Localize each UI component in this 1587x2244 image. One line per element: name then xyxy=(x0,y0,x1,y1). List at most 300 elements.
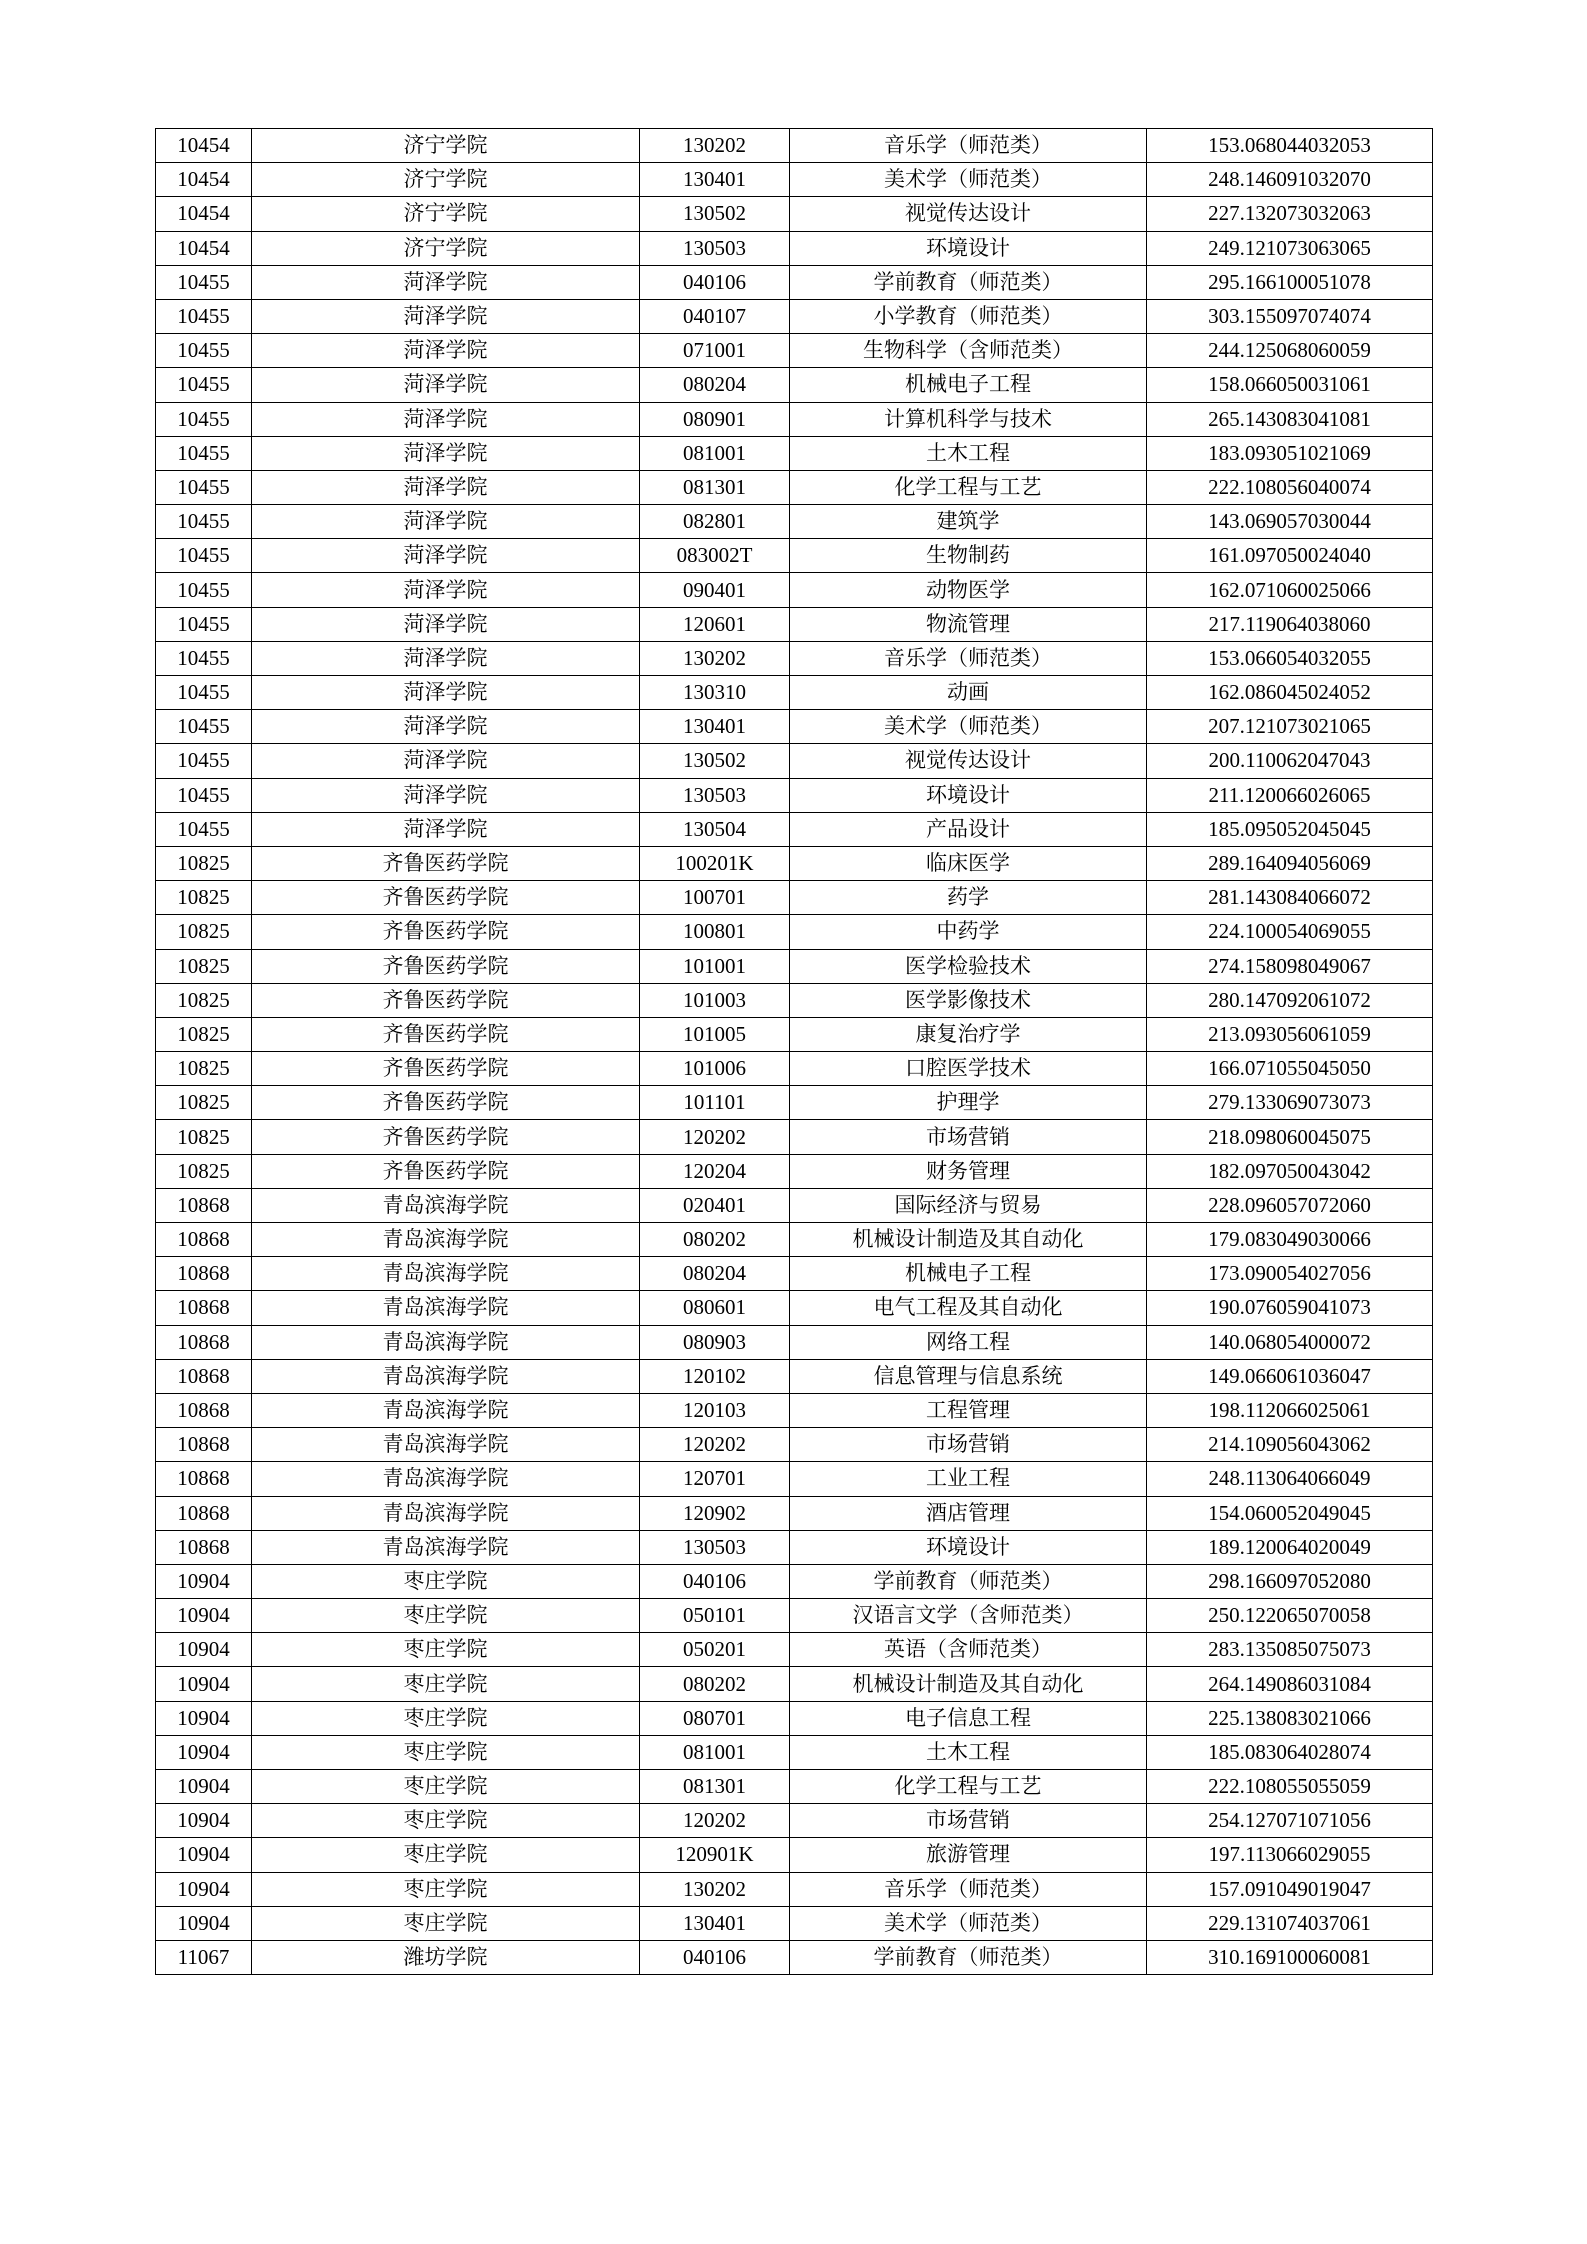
major-code: 071001 xyxy=(640,334,790,368)
major-code: 081001 xyxy=(640,1735,790,1769)
school-code: 10904 xyxy=(156,1838,252,1872)
major-code: 080202 xyxy=(640,1667,790,1701)
major-name: 电子信息工程 xyxy=(790,1701,1147,1735)
admission-score: 222.108056040074 xyxy=(1147,470,1433,504)
school-code: 10868 xyxy=(156,1462,252,1496)
major-code: 020401 xyxy=(640,1188,790,1222)
major-name: 口腔医学技术 xyxy=(790,1052,1147,1086)
school-name: 青岛滨海学院 xyxy=(252,1462,640,1496)
school-code: 10904 xyxy=(156,1906,252,1940)
major-code: 101101 xyxy=(640,1086,790,1120)
major-code: 101003 xyxy=(640,983,790,1017)
school-name: 菏泽学院 xyxy=(252,641,640,675)
school-name: 菏泽学院 xyxy=(252,539,640,573)
table-row xyxy=(156,641,1433,675)
major-code: 080601 xyxy=(640,1291,790,1325)
school-code: 10868 xyxy=(156,1188,252,1222)
table-row xyxy=(156,1496,1433,1530)
major-name: 工程管理 xyxy=(790,1393,1147,1427)
major-code: 080204 xyxy=(640,368,790,402)
table-body xyxy=(156,129,1433,1975)
school-name: 枣庄学院 xyxy=(252,1906,640,1940)
major-code: 130202 xyxy=(640,1872,790,1906)
school-code: 10904 xyxy=(156,1599,252,1633)
admission-score: 190.076059041073 xyxy=(1147,1291,1433,1325)
school-code: 10825 xyxy=(156,1086,252,1120)
major-code: 130503 xyxy=(640,231,790,265)
major-name: 土木工程 xyxy=(790,1735,1147,1769)
major-name: 美术学（师范类） xyxy=(790,1906,1147,1940)
major-name: 环境设计 xyxy=(790,1530,1147,1564)
major-name: 音乐学（师范类） xyxy=(790,641,1147,675)
major-name: 市场营销 xyxy=(790,1120,1147,1154)
school-name: 济宁学院 xyxy=(252,163,640,197)
school-code: 10825 xyxy=(156,915,252,949)
school-code: 10825 xyxy=(156,1052,252,1086)
school-name: 菏泽学院 xyxy=(252,710,640,744)
admission-score: 264.149086031084 xyxy=(1147,1667,1433,1701)
major-name: 物流管理 xyxy=(790,607,1147,641)
major-code: 100801 xyxy=(640,915,790,949)
school-name: 菏泽学院 xyxy=(252,402,640,436)
school-code: 10904 xyxy=(156,1804,252,1838)
table-row xyxy=(156,1052,1433,1086)
school-code: 10455 xyxy=(156,334,252,368)
school-code: 10455 xyxy=(156,402,252,436)
school-name: 菏泽学院 xyxy=(252,470,640,504)
major-name: 生物制药 xyxy=(790,539,1147,573)
table-row xyxy=(156,1530,1433,1564)
admission-score: 298.166097052080 xyxy=(1147,1564,1433,1598)
admission-score: 250.122065070058 xyxy=(1147,1599,1433,1633)
school-code: 10454 xyxy=(156,231,252,265)
table-row xyxy=(156,505,1433,539)
table-row xyxy=(156,1188,1433,1222)
admission-score: 280.147092061072 xyxy=(1147,983,1433,1017)
major-name: 建筑学 xyxy=(790,505,1147,539)
school-name: 菏泽学院 xyxy=(252,334,640,368)
table-row xyxy=(156,744,1433,778)
table-row xyxy=(156,539,1433,573)
major-code: 081301 xyxy=(640,1770,790,1804)
major-name: 医学影像技术 xyxy=(790,983,1147,1017)
school-code: 10868 xyxy=(156,1223,252,1257)
school-name: 青岛滨海学院 xyxy=(252,1223,640,1257)
school-name: 齐鲁医药学院 xyxy=(252,915,640,949)
admission-score-table xyxy=(155,128,1433,1975)
admission-score: 143.069057030044 xyxy=(1147,505,1433,539)
admission-score: 189.120064020049 xyxy=(1147,1530,1433,1564)
school-code: 10825 xyxy=(156,846,252,880)
major-code: 130401 xyxy=(640,163,790,197)
major-code: 050101 xyxy=(640,1599,790,1633)
admission-score: 225.138083021066 xyxy=(1147,1701,1433,1735)
admission-score: 183.093051021069 xyxy=(1147,436,1433,470)
school-code: 10455 xyxy=(156,436,252,470)
table-row xyxy=(156,881,1433,915)
school-code: 10868 xyxy=(156,1530,252,1564)
school-name: 菏泽学院 xyxy=(252,436,640,470)
table-row xyxy=(156,1564,1433,1598)
table-row xyxy=(156,710,1433,744)
major-name: 护理学 xyxy=(790,1086,1147,1120)
table-row xyxy=(156,983,1433,1017)
major-name: 视觉传达设计 xyxy=(790,197,1147,231)
major-code: 101006 xyxy=(640,1052,790,1086)
school-name: 齐鲁医药学院 xyxy=(252,949,640,983)
table-row xyxy=(156,163,1433,197)
table-row xyxy=(156,812,1433,846)
major-code: 080204 xyxy=(640,1257,790,1291)
table-row xyxy=(156,1325,1433,1359)
table-row xyxy=(156,1838,1433,1872)
major-code: 080202 xyxy=(640,1223,790,1257)
table-row xyxy=(156,778,1433,812)
school-code: 10825 xyxy=(156,1120,252,1154)
major-code: 120902 xyxy=(640,1496,790,1530)
admission-score: 283.135085075073 xyxy=(1147,1633,1433,1667)
school-code: 10825 xyxy=(156,1154,252,1188)
school-code: 10904 xyxy=(156,1701,252,1735)
school-code: 10455 xyxy=(156,299,252,333)
table-row xyxy=(156,949,1433,983)
major-code: 040106 xyxy=(640,1564,790,1598)
school-name: 枣庄学院 xyxy=(252,1633,640,1667)
table-row xyxy=(156,1667,1433,1701)
major-name: 市场营销 xyxy=(790,1804,1147,1838)
major-code: 130502 xyxy=(640,197,790,231)
major-code: 130503 xyxy=(640,778,790,812)
table-row xyxy=(156,402,1433,436)
major-code: 130504 xyxy=(640,812,790,846)
major-name: 化学工程与工艺 xyxy=(790,470,1147,504)
admission-score: 281.143084066072 xyxy=(1147,881,1433,915)
table-row xyxy=(156,436,1433,470)
school-name: 济宁学院 xyxy=(252,231,640,265)
major-code: 081001 xyxy=(640,436,790,470)
major-name: 机械电子工程 xyxy=(790,368,1147,402)
table-row xyxy=(156,1428,1433,1462)
major-name: 小学教育（师范类） xyxy=(790,299,1147,333)
table-row xyxy=(156,265,1433,299)
admission-score: 279.133069073073 xyxy=(1147,1086,1433,1120)
school-code: 10904 xyxy=(156,1770,252,1804)
table-row xyxy=(156,1291,1433,1325)
school-code: 10455 xyxy=(156,539,252,573)
major-code: 082801 xyxy=(640,505,790,539)
school-name: 济宁学院 xyxy=(252,197,640,231)
table-row xyxy=(156,1701,1433,1735)
admission-score: 213.093056061059 xyxy=(1147,1017,1433,1051)
admission-score: 185.095052045045 xyxy=(1147,812,1433,846)
admission-score: 224.100054069055 xyxy=(1147,915,1433,949)
major-name: 土木工程 xyxy=(790,436,1147,470)
school-name: 潍坊学院 xyxy=(252,1940,640,1974)
admission-score: 289.164094056069 xyxy=(1147,846,1433,880)
major-code: 100701 xyxy=(640,881,790,915)
major-name: 酒店管理 xyxy=(790,1496,1147,1530)
school-name: 枣庄学院 xyxy=(252,1667,640,1701)
school-code: 10868 xyxy=(156,1257,252,1291)
major-name: 化学工程与工艺 xyxy=(790,1770,1147,1804)
school-code: 10454 xyxy=(156,163,252,197)
admission-score: 161.097050024040 xyxy=(1147,539,1433,573)
major-code: 040107 xyxy=(640,299,790,333)
school-name: 菏泽学院 xyxy=(252,505,640,539)
major-code: 080903 xyxy=(640,1325,790,1359)
school-code: 10455 xyxy=(156,505,252,539)
major-name: 产品设计 xyxy=(790,812,1147,846)
major-name: 环境设计 xyxy=(790,231,1147,265)
major-name: 中药学 xyxy=(790,915,1147,949)
table-row xyxy=(156,197,1433,231)
school-name: 菏泽学院 xyxy=(252,607,640,641)
admission-score: 182.097050043042 xyxy=(1147,1154,1433,1188)
table-row xyxy=(156,1086,1433,1120)
table-row xyxy=(156,573,1433,607)
table-row xyxy=(156,299,1433,333)
admission-score: 162.086045024052 xyxy=(1147,676,1433,710)
major-code: 120202 xyxy=(640,1428,790,1462)
school-code: 10868 xyxy=(156,1428,252,1462)
admission-score: 211.120066026065 xyxy=(1147,778,1433,812)
school-code: 10455 xyxy=(156,573,252,607)
school-code: 11067 xyxy=(156,1940,252,1974)
major-name: 音乐学（师范类） xyxy=(790,129,1147,163)
major-name: 国际经济与贸易 xyxy=(790,1188,1147,1222)
major-name: 医学检验技术 xyxy=(790,949,1147,983)
admission-score: 197.113066029055 xyxy=(1147,1838,1433,1872)
table-row xyxy=(156,368,1433,402)
major-code: 081301 xyxy=(640,470,790,504)
school-code: 10454 xyxy=(156,197,252,231)
school-code: 10455 xyxy=(156,470,252,504)
admission-score: 157.091049019047 xyxy=(1147,1872,1433,1906)
school-name: 齐鲁医药学院 xyxy=(252,983,640,1017)
major-name: 电气工程及其自动化 xyxy=(790,1291,1147,1325)
major-code: 120202 xyxy=(640,1120,790,1154)
admission-score: 228.096057072060 xyxy=(1147,1188,1433,1222)
school-code: 10825 xyxy=(156,1017,252,1051)
admission-score: 217.119064038060 xyxy=(1147,607,1433,641)
table-row xyxy=(156,231,1433,265)
admission-score: 200.110062047043 xyxy=(1147,744,1433,778)
major-name: 机械设计制造及其自动化 xyxy=(790,1667,1147,1701)
major-name: 美术学（师范类） xyxy=(790,163,1147,197)
school-name: 青岛滨海学院 xyxy=(252,1496,640,1530)
major-code: 101001 xyxy=(640,949,790,983)
school-name: 青岛滨海学院 xyxy=(252,1325,640,1359)
table-row xyxy=(156,1599,1433,1633)
admission-score: 140.068054000072 xyxy=(1147,1325,1433,1359)
table-row xyxy=(156,1735,1433,1769)
table-row xyxy=(156,334,1433,368)
major-code: 120103 xyxy=(640,1393,790,1427)
table-row xyxy=(156,1940,1433,1974)
major-code: 130310 xyxy=(640,676,790,710)
school-name: 齐鲁医药学院 xyxy=(252,846,640,880)
major-name: 康复治疗学 xyxy=(790,1017,1147,1051)
admission-score: 162.071060025066 xyxy=(1147,573,1433,607)
major-code: 120102 xyxy=(640,1359,790,1393)
major-name: 生物科学（含师范类） xyxy=(790,334,1147,368)
table-row xyxy=(156,1393,1433,1427)
school-code: 10825 xyxy=(156,881,252,915)
table-row xyxy=(156,1154,1433,1188)
table-row xyxy=(156,1359,1433,1393)
major-code: 083002T xyxy=(640,539,790,573)
school-name: 齐鲁医药学院 xyxy=(252,881,640,915)
major-code: 120202 xyxy=(640,1804,790,1838)
table-row xyxy=(156,915,1433,949)
school-code: 10868 xyxy=(156,1393,252,1427)
major-name: 网络工程 xyxy=(790,1325,1147,1359)
major-code: 090401 xyxy=(640,573,790,607)
school-code: 10868 xyxy=(156,1325,252,1359)
school-code: 10904 xyxy=(156,1564,252,1598)
major-name: 学前教育（师范类） xyxy=(790,1564,1147,1598)
table-row xyxy=(156,1906,1433,1940)
school-name: 菏泽学院 xyxy=(252,299,640,333)
admission-score: 149.066061036047 xyxy=(1147,1359,1433,1393)
major-name: 信息管理与信息系统 xyxy=(790,1359,1147,1393)
school-code: 10455 xyxy=(156,710,252,744)
school-name: 枣庄学院 xyxy=(252,1599,640,1633)
school-name: 枣庄学院 xyxy=(252,1770,640,1804)
major-name: 计算机科学与技术 xyxy=(790,402,1147,436)
major-name: 临床医学 xyxy=(790,846,1147,880)
table-row xyxy=(156,607,1433,641)
table-row xyxy=(156,1804,1433,1838)
school-code: 10455 xyxy=(156,778,252,812)
school-code: 10904 xyxy=(156,1633,252,1667)
school-name: 青岛滨海学院 xyxy=(252,1188,640,1222)
school-name: 菏泽学院 xyxy=(252,812,640,846)
admission-score: 229.131074037061 xyxy=(1147,1906,1433,1940)
admission-score: 244.125068060059 xyxy=(1147,334,1433,368)
table-row xyxy=(156,846,1433,880)
major-code: 120701 xyxy=(640,1462,790,1496)
school-name: 菏泽学院 xyxy=(252,676,640,710)
table-row xyxy=(156,1462,1433,1496)
table-row xyxy=(156,1633,1433,1667)
admission-score: 214.109056043062 xyxy=(1147,1428,1433,1462)
school-name: 菏泽学院 xyxy=(252,744,640,778)
major-name: 工业工程 xyxy=(790,1462,1147,1496)
table-row xyxy=(156,1770,1433,1804)
admission-score: 198.112066025061 xyxy=(1147,1393,1433,1427)
major-name: 音乐学（师范类） xyxy=(790,1872,1147,1906)
school-name: 枣庄学院 xyxy=(252,1838,640,1872)
major-code: 101005 xyxy=(640,1017,790,1051)
admission-score: 218.098060045075 xyxy=(1147,1120,1433,1154)
admission-score: 222.108055055059 xyxy=(1147,1770,1433,1804)
admission-score: 179.083049030066 xyxy=(1147,1223,1433,1257)
school-name: 齐鲁医药学院 xyxy=(252,1120,640,1154)
admission-score: 166.071055045050 xyxy=(1147,1052,1433,1086)
school-name: 菏泽学院 xyxy=(252,368,640,402)
table-row xyxy=(156,1872,1433,1906)
school-name: 青岛滨海学院 xyxy=(252,1359,640,1393)
school-name: 枣庄学院 xyxy=(252,1564,640,1598)
school-code: 10868 xyxy=(156,1496,252,1530)
table-row xyxy=(156,1017,1433,1051)
major-code: 130202 xyxy=(640,129,790,163)
admission-score: 249.121073063065 xyxy=(1147,231,1433,265)
school-code: 10904 xyxy=(156,1872,252,1906)
major-name: 动物医学 xyxy=(790,573,1147,607)
table-row xyxy=(156,1223,1433,1257)
school-code: 10825 xyxy=(156,949,252,983)
admission-score: 310.169100060081 xyxy=(1147,1940,1433,1974)
major-name: 环境设计 xyxy=(790,778,1147,812)
table-row xyxy=(156,470,1433,504)
school-name: 齐鲁医药学院 xyxy=(252,1017,640,1051)
school-code: 10455 xyxy=(156,641,252,675)
major-name: 旅游管理 xyxy=(790,1838,1147,1872)
admission-score: 274.158098049067 xyxy=(1147,949,1433,983)
major-code: 130202 xyxy=(640,641,790,675)
major-name: 市场营销 xyxy=(790,1428,1147,1462)
table-row xyxy=(156,1120,1433,1154)
school-code: 10904 xyxy=(156,1667,252,1701)
admission-score: 153.068044032053 xyxy=(1147,129,1433,163)
school-name: 枣庄学院 xyxy=(252,1872,640,1906)
school-name: 齐鲁医药学院 xyxy=(252,1154,640,1188)
major-code: 130502 xyxy=(640,744,790,778)
admission-score: 254.127071071056 xyxy=(1147,1804,1433,1838)
major-name: 机械设计制造及其自动化 xyxy=(790,1223,1147,1257)
admission-score: 185.083064028074 xyxy=(1147,1735,1433,1769)
admission-score: 295.166100051078 xyxy=(1147,265,1433,299)
major-code: 040106 xyxy=(640,1940,790,1974)
school-code: 10825 xyxy=(156,983,252,1017)
school-code: 10454 xyxy=(156,129,252,163)
school-code: 10868 xyxy=(156,1359,252,1393)
major-name: 学前教育（师范类） xyxy=(790,265,1147,299)
school-name: 菏泽学院 xyxy=(252,265,640,299)
school-name: 枣庄学院 xyxy=(252,1701,640,1735)
school-code: 10868 xyxy=(156,1291,252,1325)
major-code: 080701 xyxy=(640,1701,790,1735)
school-code: 10455 xyxy=(156,812,252,846)
major-code: 050201 xyxy=(640,1633,790,1667)
admission-score: 248.113064066049 xyxy=(1147,1462,1433,1496)
school-name: 青岛滨海学院 xyxy=(252,1291,640,1325)
major-name: 视觉传达设计 xyxy=(790,744,1147,778)
school-name: 齐鲁医药学院 xyxy=(252,1052,640,1086)
admission-score: 153.066054032055 xyxy=(1147,641,1433,675)
school-name: 济宁学院 xyxy=(252,129,640,163)
admission-score: 207.121073021065 xyxy=(1147,710,1433,744)
major-code: 130503 xyxy=(640,1530,790,1564)
school-name: 青岛滨海学院 xyxy=(252,1257,640,1291)
major-code: 120204 xyxy=(640,1154,790,1188)
admission-score: 158.066050031061 xyxy=(1147,368,1433,402)
table-row xyxy=(156,676,1433,710)
school-code: 10904 xyxy=(156,1735,252,1769)
admission-score: 173.090054027056 xyxy=(1147,1257,1433,1291)
major-code: 130401 xyxy=(640,710,790,744)
school-code: 10455 xyxy=(156,368,252,402)
major-code: 130401 xyxy=(640,1906,790,1940)
major-name: 学前教育（师范类） xyxy=(790,1940,1147,1974)
table-row xyxy=(156,129,1433,163)
school-name: 青岛滨海学院 xyxy=(252,1393,640,1427)
school-name: 枣庄学院 xyxy=(252,1735,640,1769)
school-name: 青岛滨海学院 xyxy=(252,1428,640,1462)
major-code: 040106 xyxy=(640,265,790,299)
